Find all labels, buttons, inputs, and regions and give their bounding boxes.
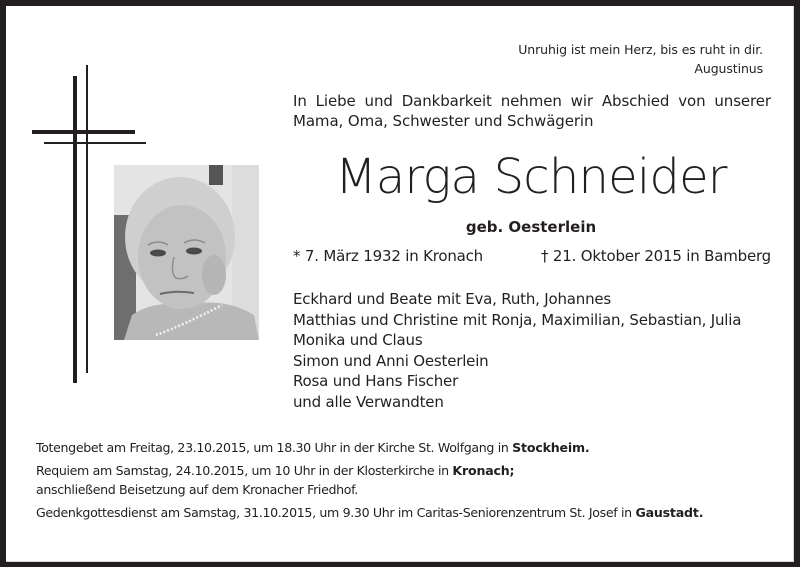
memorial-place: Gaustadt. <box>635 505 704 520</box>
mourner-line: Eckhard und Beate mit Eva, Ruth, Johannes <box>293 290 612 308</box>
quote <box>518 40 763 78</box>
portrait-photo <box>114 165 259 340</box>
mourner-line: Rosa und Hans Fischer <box>293 372 459 390</box>
cross-horizontal-thin <box>44 142 146 144</box>
death-date: † 21. Oktober 2015 in Bamberg <box>541 247 771 265</box>
birth-date: * 7. März 1932 in Kronach <box>293 247 483 265</box>
deceased-name: Marga Schneider <box>335 149 727 205</box>
life-dates <box>293 246 771 266</box>
quote-text: Unruhig ist mein Herz, bis es ruht in dir. <box>518 42 763 57</box>
mourner-line: Monika und Claus <box>293 331 423 349</box>
service-info <box>36 438 776 526</box>
requiem-text: Requiem am Samstag, 24.10.2015, um 10 Uhr in der Klosterkirche in <box>36 463 453 478</box>
burial-text: anschließend Beisetzung auf dem Kronacher Friedhof. <box>36 482 358 497</box>
wake-place: Stockheim. <box>512 440 590 455</box>
mourner-line: Matthias und Christine mit Ronja, Maximilian, Sebastian, Julia <box>293 310 742 329</box>
requiem-info <box>36 461 776 499</box>
memorial-info <box>36 503 776 522</box>
wake-info <box>36 438 776 457</box>
memorial-text: Gedenkgottesdienst am Samstag, 31.10.2015, um 9.30 Uhr im Caritas-Seniorenzentrum St. Josef in <box>36 505 636 520</box>
intro-line-1: In Liebe und Dankbarkeit nehmen wir Abschied von unserer <box>293 92 771 110</box>
cross-vertical-thin <box>86 65 88 373</box>
portrait-image <box>114 165 259 340</box>
requiem-place: Kronach; <box>452 463 515 478</box>
intro-line-2: Mama, Oma, Schwester und Schwägerin <box>293 112 594 130</box>
wake-text: Totengebet am Freitag, 23.10.2015, um 18.30 Uhr in der Kirche St. Wolfgang in <box>36 440 513 455</box>
cross-horizontal-thick <box>32 130 135 134</box>
mourners-list <box>293 289 741 412</box>
obituary-notice <box>6 6 794 562</box>
maiden-name: geb. Oesterlein <box>465 218 597 236</box>
mourner-line: und alle Verwandten <box>293 392 444 411</box>
cross-vertical-thick <box>73 76 77 383</box>
mourner-line: Simon und Anni Oesterlein <box>293 351 489 370</box>
intro-text <box>293 91 771 131</box>
quote-author: Augustinus <box>694 61 763 76</box>
